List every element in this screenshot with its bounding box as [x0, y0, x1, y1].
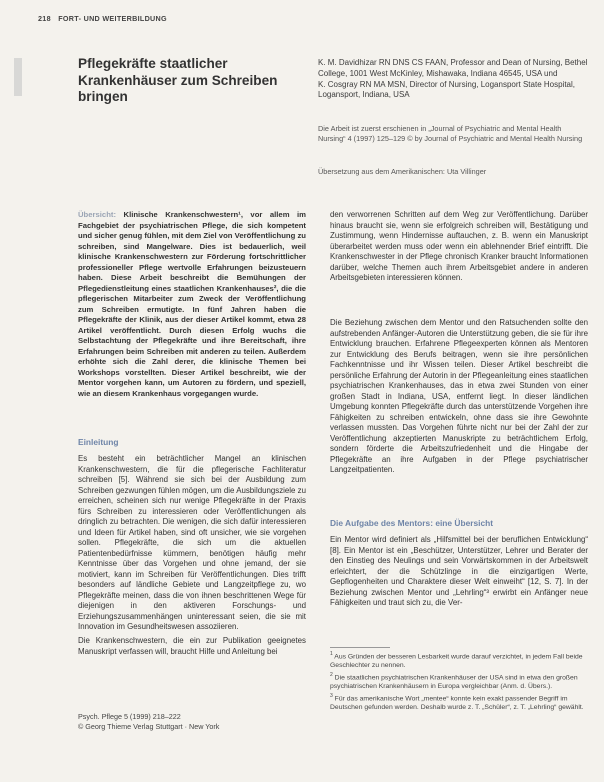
title-marker-bar [14, 58, 22, 96]
journal-citation [78, 712, 306, 731]
author-affiliations [318, 58, 588, 101]
heading-mentor-role: Die Aufgabe des Mentors: eine Übersicht [330, 518, 494, 528]
heading-introduction: Einleitung [78, 437, 119, 447]
abstract-lead: Übersicht: [78, 210, 117, 219]
running-header [38, 14, 167, 23]
publisher-line: © Georg Thieme Verlag Stuttgart · New York [78, 721, 220, 731]
footnote: $^1$ Aus Gründen der besseren Lesbarkeit wurde darauf verzichtet, in jedem Fall beide Geschlechter zu nennen. [330, 651, 583, 670]
abstract [78, 210, 306, 399]
footnote: $^3$ Für das amerikanische Wort „mentee“ konnte kein exakt passender Begriff im Deutschen gefunden werden. Deshalb wurde z. T. „Schüler“, z. T. „Lehrling“ gewählt. [330, 692, 584, 711]
right-paragraph-2: Die Beziehung zwischen dem Mentor und den Ratsuchenden sollte den aufstrebenden Anfänger-Autoren die Unterstützung geben, die sie für ihre Entwicklung brauchen. Erfahrene Pflegeexperten können als Mentoren zur Entwicklung des Berufs beitragen, wenn sie ihre persönlichen Fachkenntnisse und ihr Wissen teilen. Dieser Artikel beschreibt die persönliche Erfahrung der Autorin in der Pflegeanleitung eines staatlichen psychiatrischen Krankenhauses, das in etwa zwei Stunden von einer großen Stadt in Indiana, USA, entfernt liegt. In dieser ländlichen Umgebung konnten Pflegekräfte durch das unterstützende Vorgehen ihre Fähigkeiten zu schreiben entwickeln, ohne dass sie ihre Gewohnte verlassen mussten. Das Vorgehen führte nicht nur bei der Zahl der zur Veröffentlichung akzeptierten Manuskripte zu beträchtlichem Erfolg, sondern förderte die Arbeitszufriedenheit und die Hingabe der Pflegekräfte an ihre Aufgaben in der Pflege psychiatrischer Langzeitpatienten. [330, 318, 588, 474]
footnotes [330, 650, 588, 713]
author-2: K. Cosgray RN MA MSN, Director of Nursing, Logansport State Hospital, Logansport, Indiana, USA [318, 79, 575, 100]
intro-paragraph: Es besteht ein beträchtlicher Mangel an klinischen Krankenschwestern, die für die pflegerische Fachliteratur schreiben [5]. Während sie sich bei der Ausbildung zum Schreiben gezwungen fühlen mögen, um die Ausbildungsziele zu erreichen, scheinen sich nur wenige Pflegekräfte in der Praxis fürs Schreiben zu interessieren oder Veröffentlichungen als dringlich zu betrachten. Die wenigen, die sich dafür interessieren und Ideen für Artikel haben, sind oft unsicher, wie sie vorgehen sollen. Pflegekräfte, die sich um die aktuellen Patientenbedürfnisse kümmern, benötigen häufig mehr Kenntnisse über das Vorgehen und ohne jemand, der sie motiviert, kann im Schreiben für Veröffentlichungen. Dies trifft besonders auf ländliche Gebiete und Langzeitpflege zu, wo Pflegekräfte meinen, dass die von ihnen beschrittenen Wege für diejenigen in den aktiveren Forschungs- und Erziehungszusammenhängen uninteressant seien, die sie mit Innovation im Gesundheitswesen assoziieren. [78, 454, 306, 631]
section-label: FORT- UND WEITERBILDUNG [58, 14, 167, 23]
page-number: 218 [38, 14, 51, 23]
footnote: $^2$ Die staatlichen psychiatrischen Krankenhäuser der USA sind in etwa den großen psychiatrischen Krankenhäusern in Europa vergleichbar (Anm. d. Übers.). [330, 671, 578, 690]
author-1: K. M. Davidhizar RN DNS CS FAAN, Professor and Dean of Nursing, Bethel College, 1001 West McKinley, Mishawaka, Indiana 46545, USA und [318, 58, 588, 78]
translator-credit: Übersetzung aus dem Amerikanischen: Uta Villinger [318, 167, 487, 176]
citation-line: Psych. Pflege 5 (1999) 218–222 [78, 712, 181, 721]
abstract-text: Klinische Krankenschwestern¹, vor allem im Fachgebiet der psychiatrischen Pflege, die sich kompetent und sicher genug fühlen, mit dem Ziel von Veröffentlichung zu schreiben, sind Mangelware. Dies ist bedauerlich, weil klinische Krankenschwestern zur Förderung fortschrittlicher professioneller Pflege wertvolle Erfahrungen beizusteuern haben. Diese Arbeit beschreibt die Bemühungen der Pflegedienstleitung eines staatlichen Krankenhauses², die die pflegerischen Mitarbeiter zum Zweck der Veröffentlichung zum Schreiben ermutigte. In fünf Jahren haben die Pflegekräfte der Klinik, aus der dieser Artikel kommt, etwa 28 Artikel veröffentlicht. Durch diesen Erfolg wuchs die Selbstachtung der Pflegekräfte und ihre Bereitschaft, ihre Erfahrungen beim Schreiben mit anderen zu teilen. Außerdem erhöhte sich die Zahl derer, die klinische Themen bei Workshops vorstellten. Dieser Artikel beschreibt, wie der Mentor vorgehen kann, um Autoren zu fördern, und speziell, wie an diesem Krankenhaus vorgegangen wurde. [78, 210, 307, 398]
right-paragraph-3: Ein Mentor wird definiert als „Hilfsmittel bei der beruflichen Entwicklung“ [8]. Ein Mentor ist ein „Beschützer, Unterstützer, Lehrer und Berater der den Einstieg des Neulings und sein Vorwärtskommen in der Arbeitswelt erleichtert, der die Schützlinge in die einzigartigen Werte, Gepflogenheiten und Charaktere dieser Welt einweiht“ [12, S. 7]. In der Beziehung zwischen Mentor und „Lehrling“³ erwirbt ein Anfänger neue Fähigkeiten und traut sich zu, die Ver- [330, 535, 588, 607]
first-published-note: Die Arbeit ist zuerst erschienen in „Journal of Psychiatric and Mental Health Nursing“ 4 (1997) 125–129 © by Journal of Psychiatric and Mental Health Nursing [318, 124, 583, 143]
article-title: Pflegekräfte staatlicher Krankenhäuser zum Schreiben bringen [78, 56, 278, 104]
right-paragraph-1: den verworrenen Schritten auf dem Weg zur Veröffentlichung. Darüber hinaus braucht sie, wenn sie erfolgreich schreiben will, Bestätigung und Zustimmung, wenn Hindernisse auftauchen, z. B. wenn ein Manuskript überarbeitet werden muss oder wenn ein ablehnender Brief eintrifft. Die Krankenschwester in der Pflege chronisch Kranker braucht Informationen darüber, welche Themen auch ihrem Arbeitsgebiet andere in anderen Arbeitsgebieten interessieren können. [330, 210, 588, 282]
footnote-rule [330, 647, 390, 648]
left-paragraph-2: Die Krankenschwestern, die ein zur Publikation geeignetes Manuskript verfassen will, braucht Hilfe und Anleitung bei [78, 636, 306, 656]
